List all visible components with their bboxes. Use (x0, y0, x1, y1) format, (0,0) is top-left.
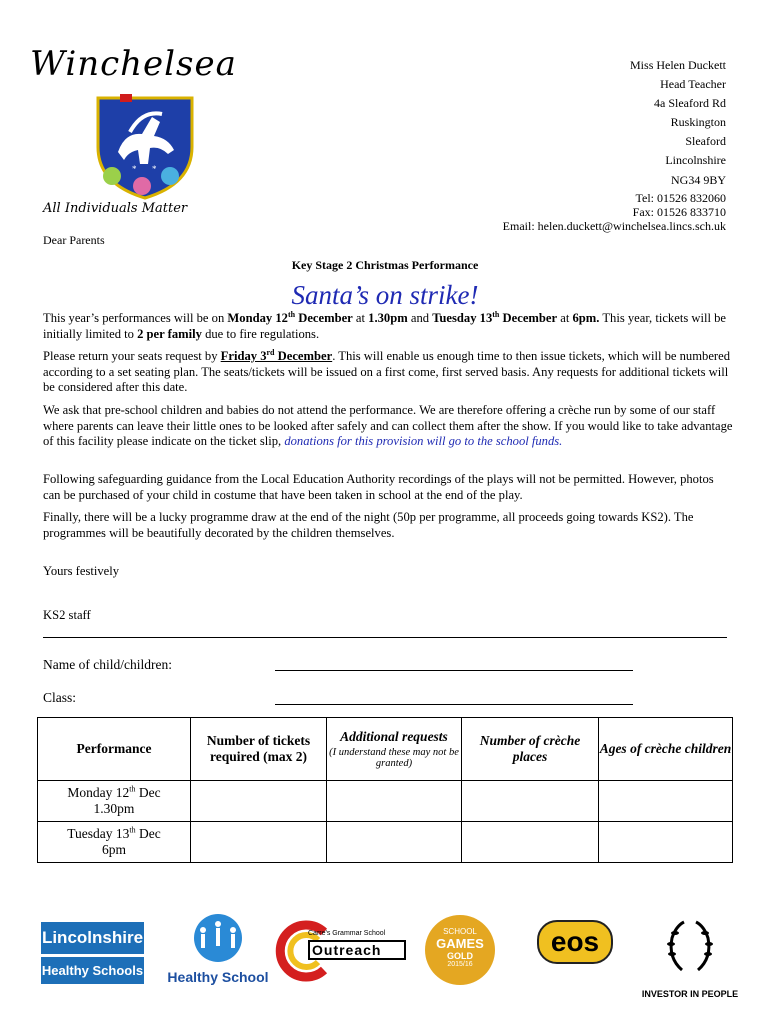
header-additional: Additional requests (I understand these may not be granted) (327, 718, 462, 781)
class-field[interactable] (275, 704, 633, 705)
address-line: Miss Helen Duckett (630, 58, 726, 72)
ticket-slip-table (37, 717, 733, 863)
school-address (630, 56, 726, 190)
lincolnshire-healthy-schools-logo: Lincolnshire Healthy Schools (41, 922, 144, 984)
paragraph-dates: This year’s performances will be on Monday 12th December at 1.30pm and Tuesday 13th December at 6pm. This year, tickets will be initially limited to 2 per family due to fire regulations. (43, 309, 726, 341)
divider (43, 637, 727, 638)
header-performance: Performance (38, 718, 191, 781)
address-line: Ruskington (670, 115, 726, 130)
creche-cell[interactable] (462, 781, 599, 822)
signoff: Yours festively (43, 564, 120, 578)
school-contact (503, 191, 726, 233)
svg-text:*: * (132, 164, 137, 174)
paragraph-programme: Finally, there will be a lucky programme draw at the end of the night (50p per programme, all proceeds going towards KS2). The programmes will be beautifully decorated by the children themselves. (43, 510, 694, 540)
paragraph-creche: We ask that pre-school children and babies do not attend the performance. We are therefore offering a crèche run by some of our staff where parents can leave their little ones to be looked after safely and can collect them after the show. If you would like to take advantage of this facility please indicate on the ticket slip, donations for this provision will go to the school funds. (43, 403, 733, 448)
paragraph-return-request: Please return your seats request by Friday 3rd December. This will enable us enough time to then issue tickets, which will be numbered according to a set seating plan. The seats/tickets will be issued on a first come, first served basis. Any requests for additional tickets will be considered after this date. (43, 347, 730, 394)
school-motto: All Individuals Matter (43, 201, 188, 216)
ages-cell[interactable] (599, 781, 733, 822)
table-row (38, 781, 733, 822)
child-name-field[interactable] (275, 670, 633, 671)
table-header-row (38, 718, 733, 781)
class-label: Class: (43, 690, 77, 705)
school-name: Winchelsea (30, 44, 237, 84)
fax: Fax: 01526 833710 (632, 205, 726, 219)
outreach-logo: Carre's Grammar School Outreach (272, 920, 400, 982)
address-line: Head Teacher (660, 77, 726, 92)
letter-heading: Key Stage 2 Christmas Performance (291, 258, 479, 272)
signature: KS2 staff (43, 608, 91, 622)
email: Email: helen.duckett@winchelsea.lincs.sch.uk (502, 219, 726, 233)
investor-in-people-logo: INVESTOR IN PEOPLE (640, 918, 740, 998)
performance-monday: Monday 12th Dec 1.30pm (38, 781, 191, 822)
child-name-label: Name of child/children: (43, 657, 172, 672)
greeting: Dear Parents (43, 233, 105, 247)
healthy-school-logo: Healthy School (165, 912, 271, 984)
tickets-cell[interactable] (191, 781, 327, 822)
performance-tuesday: Tuesday 13th Dec 6pm (38, 822, 191, 863)
ages-cell[interactable] (599, 822, 733, 863)
address-line: NG34 9BY (670, 172, 726, 187)
additional-cell[interactable] (327, 781, 462, 822)
laurel-icon (662, 918, 718, 976)
header-creche: Number of crèche places (462, 718, 599, 781)
header-tickets: Number of tickets required (max 2) (191, 718, 327, 781)
header-ages: Ages of crèche children (599, 718, 733, 781)
show-title: Santa’s on strike! (291, 280, 479, 310)
school-crest (90, 92, 200, 202)
table-row (38, 822, 733, 863)
svg-text:*: * (152, 164, 157, 174)
additional-cell[interactable] (327, 822, 462, 863)
paragraph-safeguarding: Following safeguarding guidance from the Local Education Authority recordings of the plays will not be permitted. However, photos can be purchased of your child in costume that have been taken in school at the end of the play. (43, 472, 714, 502)
telephone: Tel: 01526 832060 (635, 191, 726, 205)
creche-cell[interactable] (462, 822, 599, 863)
eos-logo: eos (537, 920, 613, 964)
tickets-cell[interactable] (191, 822, 327, 863)
school-games-gold-logo: SCHOOL GAMES GOLD 2015/16 (425, 915, 495, 985)
address-line: 4a Sleaford Rd (654, 96, 726, 111)
address-line: Lincolnshire (665, 153, 726, 168)
additional-note: (I understand these may not be granted) (329, 747, 459, 769)
figures-icon (165, 912, 271, 964)
address-line: Sleaford (685, 134, 726, 149)
